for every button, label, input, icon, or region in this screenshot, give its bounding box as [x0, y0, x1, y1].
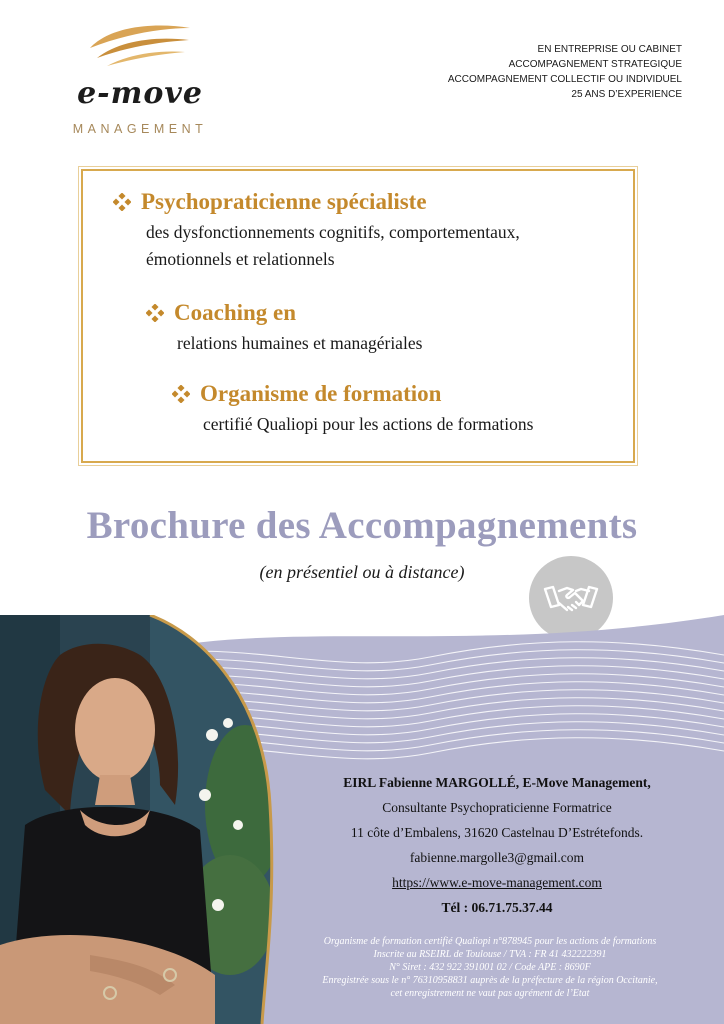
- specialty-organisme: [172, 381, 533, 438]
- legal-line: Enregistrée sous le n° 76310958831 auprès de la préfecture de la région Occitanie,: [322, 975, 658, 986]
- tagline-line: ACCOMPAGNEMENT STRATEGIQUE: [508, 59, 682, 70]
- brand-name: e-move: [77, 76, 203, 111]
- portrait-photo: [0, 615, 290, 1024]
- contact-block: [290, 770, 704, 920]
- contact-name: EIRL Fabienne MARGOLLÉ, E-Move Management,: [343, 775, 651, 790]
- specialty-title-text: Psychopraticienne spécialiste: [141, 189, 427, 214]
- specialty-title-text: Coaching en: [174, 300, 297, 325]
- specialties-box: [81, 169, 635, 463]
- contact-phone: Tél : 06.71.75.37.44: [441, 900, 553, 915]
- specialty-description: [172, 411, 533, 438]
- logo: [55, 18, 225, 143]
- legal-notice: [283, 935, 697, 1000]
- tagline-line: 25 ANS D’EXPERIENCE: [571, 89, 682, 100]
- specialty-description: [113, 219, 520, 273]
- specialty-title: [113, 189, 520, 215]
- brand-subtitle: MANAGEMENT: [72, 122, 208, 136]
- diamond-bullet-icon: [113, 193, 131, 211]
- contact-website-link[interactable]: https://www.e-move-management.com: [392, 875, 602, 890]
- tagline-line: ACCOMPAGNEMENT COLLECTIF OU INDIVIDUEL: [447, 74, 682, 85]
- handshake-icon: [543, 581, 599, 615]
- contact-email[interactable]: fabienne.margolle3@gmail.com: [409, 850, 585, 865]
- tagline-line: EN ENTREPRISE OU CABINET: [537, 44, 682, 55]
- contact-role: Consultante Psychopraticienne Formatrice: [382, 800, 612, 815]
- diamond-bullet-icon: [172, 385, 190, 403]
- specialty-psychopraticienne: [113, 189, 520, 273]
- brochure-subtitle: (en présentiel ou à distance): [259, 562, 465, 582]
- legal-line: Organisme de formation certifié Qualiopi n°878945 pour les actions de formations: [323, 936, 657, 947]
- contact-address: 11 côte d’Embalens, 31620 Castelnau D’Estrétefonds.: [350, 825, 644, 840]
- specialty-line: émotionnels et relationnels: [146, 249, 335, 269]
- specialty-coaching: [146, 300, 422, 357]
- specialty-line: certifié Qualiopi pour les actions de formations: [203, 414, 534, 434]
- logo-swoosh-icon: [85, 18, 195, 68]
- specialty-title: [172, 381, 533, 407]
- tagline: [448, 42, 682, 102]
- legal-line: cet enregistrement ne vaut pas agrément de l’Etat: [390, 988, 590, 999]
- specialty-title-text: Organisme de formation: [200, 381, 442, 406]
- specialty-title: [146, 300, 422, 326]
- brochure-title: Brochure des Accompagnements: [86, 504, 638, 547]
- specialty-description: [146, 330, 422, 357]
- specialty-line: des dysfonctionnements cognitifs, comportementaux,: [146, 222, 520, 242]
- legal-line: N° Siret : 432 922 391001 02 / Code APE : 8690F: [389, 962, 591, 973]
- legal-line: Inscrite au RSEIRL de Toulouse / TVA : FR 41 432222391: [373, 949, 607, 960]
- diamond-bullet-icon: [146, 304, 164, 322]
- specialty-line: relations humaines et managériales: [177, 333, 423, 353]
